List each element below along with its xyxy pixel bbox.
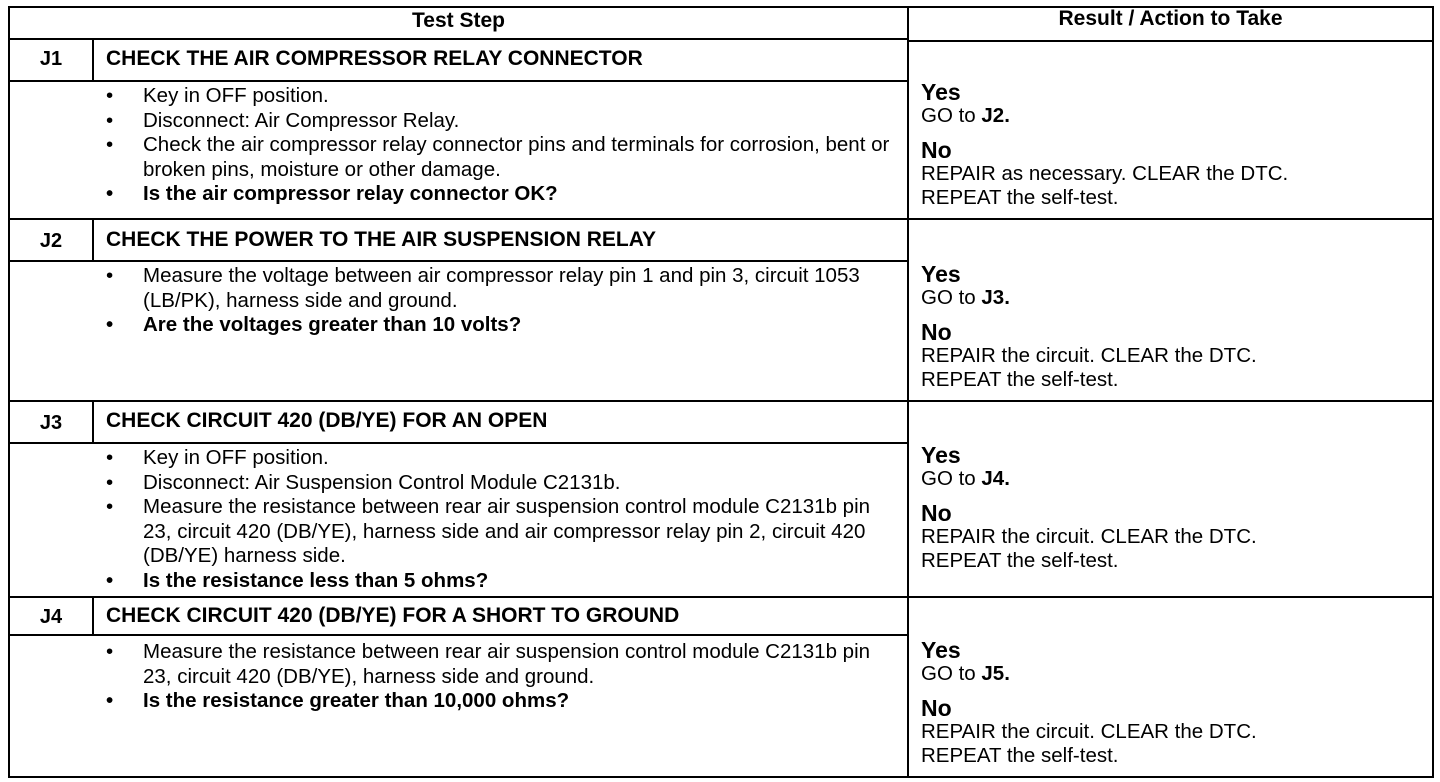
no-action-line: REPEAT the self-test. bbox=[921, 368, 1119, 391]
yes-label: Yes bbox=[921, 79, 961, 105]
step-id: J4 bbox=[39, 606, 63, 628]
step-instructions bbox=[104, 264, 894, 338]
no-action-line: REPAIR the circuit. CLEAR the DTC. bbox=[921, 525, 1257, 548]
yes-action: GO to bbox=[921, 467, 976, 490]
yes-label: Yes bbox=[921, 261, 961, 287]
instruction-item: • Key in OFF position. bbox=[104, 84, 894, 109]
yes-action: GO to bbox=[921, 104, 976, 127]
step-result bbox=[921, 638, 1257, 768]
id-divider bbox=[92, 400, 94, 444]
step-title: CHECK CIRCUIT 420 (DB/YE) FOR A SHORT TO GROUND bbox=[106, 604, 680, 627]
yes-target: J4. bbox=[981, 467, 1010, 490]
step-question: • Is the resistance greater than 10,000 ohms? bbox=[104, 689, 894, 714]
id-divider bbox=[92, 596, 94, 636]
row-divider bbox=[8, 400, 1434, 402]
yes-target: J2. bbox=[981, 104, 1010, 127]
step-id: J1 bbox=[39, 48, 63, 70]
no-action-line: REPAIR as necessary. CLEAR the DTC. bbox=[921, 162, 1289, 185]
title-underline bbox=[8, 80, 908, 82]
id-divider bbox=[92, 218, 94, 262]
step-id: J3 bbox=[39, 412, 63, 434]
header-divider-left bbox=[8, 38, 908, 40]
row-divider bbox=[8, 596, 1434, 598]
header-divider-right bbox=[907, 40, 1434, 42]
no-action-line: REPEAT the self-test. bbox=[921, 744, 1119, 767]
step-instructions bbox=[104, 84, 894, 207]
no-label: No bbox=[921, 500, 952, 526]
step-instructions bbox=[104, 446, 894, 593]
step-result bbox=[921, 80, 1288, 210]
no-action-line: REPAIR the circuit. CLEAR the DTC. bbox=[921, 344, 1257, 367]
instruction-item: • Measure the resistance between rear air suspension control module C2131b pin 23, circuit 420 (DB/YE), harness side and air compressor relay pin 2, circuit 420 (DB/YE) harness side. bbox=[104, 495, 894, 569]
yes-action: GO to bbox=[921, 286, 976, 309]
no-label: No bbox=[921, 695, 952, 721]
yes-action: GO to bbox=[921, 662, 976, 685]
no-label: No bbox=[921, 137, 952, 163]
step-question: • Are the voltages greater than 10 volts? bbox=[104, 313, 894, 338]
table-border-left bbox=[8, 6, 10, 778]
no-action-line: REPEAT the self-test. bbox=[921, 549, 1119, 572]
instruction-item: • Disconnect: Air Suspension Control Module C2131b. bbox=[104, 471, 894, 496]
step-instructions bbox=[104, 640, 894, 714]
instruction-item: • Check the air compressor relay connector pins and terminals for corrosion, bent or broken pins, moisture or other damage. bbox=[104, 133, 894, 182]
column-divider bbox=[907, 6, 909, 778]
step-title: CHECK THE POWER TO THE AIR SUSPENSION RELAY bbox=[106, 228, 656, 251]
instruction-item: • Key in OFF position. bbox=[104, 446, 894, 471]
header-result-action: Result / Action to Take bbox=[1058, 7, 1283, 30]
table-border-right bbox=[1432, 6, 1434, 778]
step-title: CHECK THE AIR COMPRESSOR RELAY CONNECTOR bbox=[106, 47, 643, 70]
title-underline bbox=[8, 260, 908, 262]
title-underline bbox=[8, 634, 908, 636]
id-divider bbox=[92, 38, 94, 82]
step-id: J2 bbox=[39, 230, 63, 252]
header-test-step: Test Step bbox=[412, 9, 505, 32]
instruction-item: • Disconnect: Air Compressor Relay. bbox=[104, 109, 894, 134]
title-underline bbox=[8, 442, 908, 444]
step-question: • Is the resistance less than 5 ohms? bbox=[104, 569, 894, 594]
step-title: CHECK CIRCUIT 420 (DB/YE) FOR AN OPEN bbox=[106, 409, 548, 432]
step-result bbox=[921, 443, 1257, 573]
yes-target: J3. bbox=[981, 286, 1010, 309]
yes-target: J5. bbox=[981, 662, 1010, 685]
no-label: No bbox=[921, 319, 952, 345]
table-border-bottom bbox=[8, 776, 1434, 778]
instruction-item: • Measure the voltage between air compressor relay pin 1 and pin 3, circuit 1053 (LB/PK), harness side and ground. bbox=[104, 264, 894, 313]
no-action-line: REPEAT the self-test. bbox=[921, 186, 1119, 209]
step-question: • Is the air compressor relay connector OK? bbox=[104, 182, 894, 207]
step-result bbox=[921, 262, 1257, 392]
no-action-line: REPAIR the circuit. CLEAR the DTC. bbox=[921, 720, 1257, 743]
row-divider bbox=[8, 218, 1434, 220]
yes-label: Yes bbox=[921, 442, 961, 468]
yes-label: Yes bbox=[921, 637, 961, 663]
instruction-item: • Measure the resistance between rear air suspension control module C2131b pin 23, circuit 420 (DB/YE), harness side and ground. bbox=[104, 640, 894, 689]
